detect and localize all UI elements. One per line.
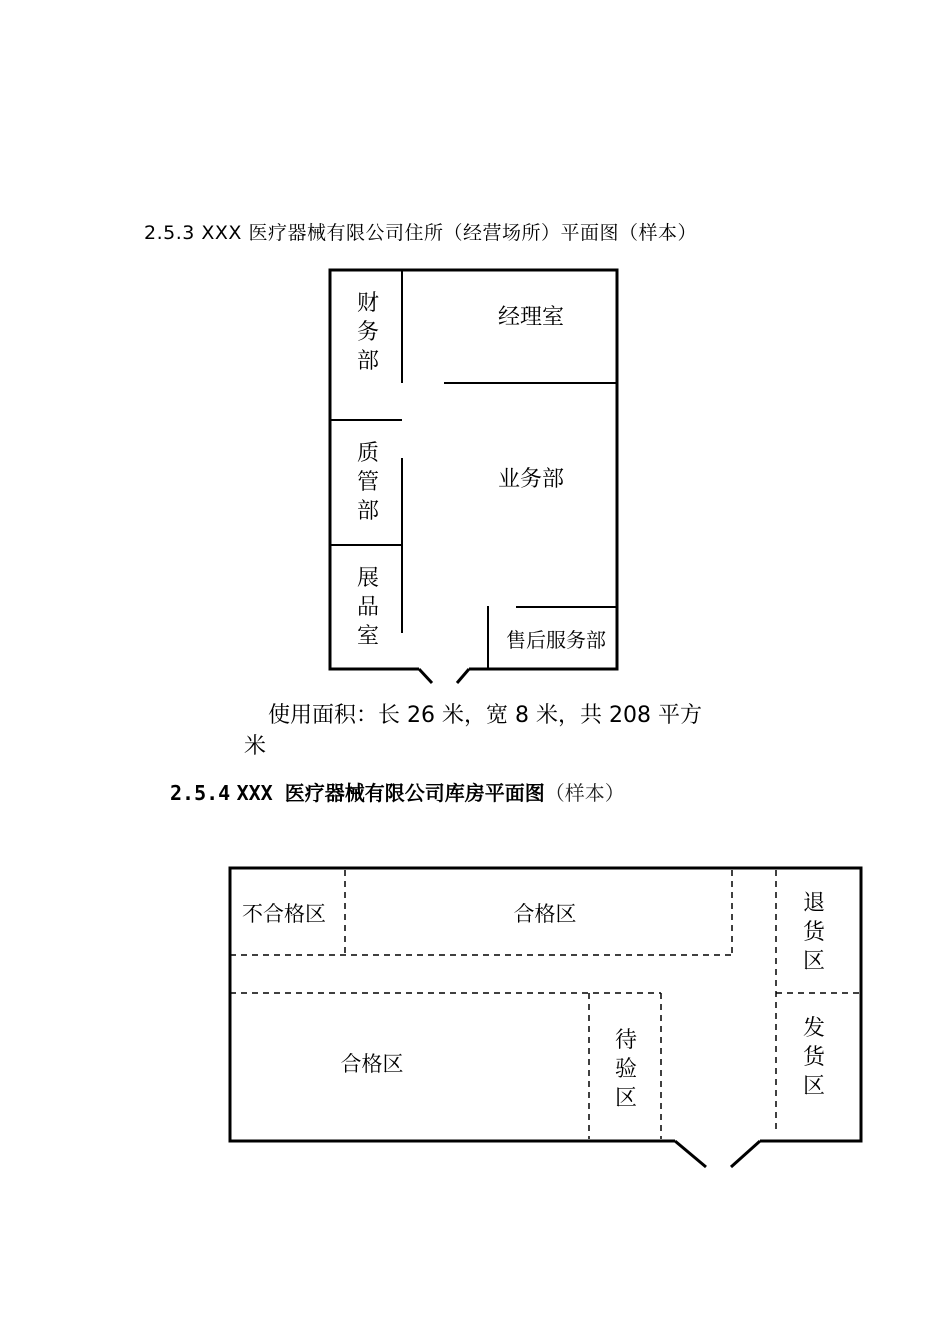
zone-shipping-label: 发货区 <box>802 1016 826 1099</box>
warehouse-heading-number: 2.5.4 <box>170 781 231 805</box>
warehouse-heading-title: XXX 医疗器械有限公司库房平面图 <box>236 781 545 805</box>
room-business-label: 业务部 <box>497 467 565 492</box>
warehouse-door-right <box>731 1141 760 1167</box>
office-door-right <box>457 669 469 683</box>
room-finance-label: 财务部 <box>356 291 380 374</box>
room-quality-label: 质管部 <box>356 441 380 524</box>
room-showroom-label: 展品室 <box>356 566 380 649</box>
zone-unqualified-label: 不合格区 <box>242 902 326 926</box>
zone-return-label: 退货区 <box>802 891 826 974</box>
office-plan-heading: 2.5.3 XXX 医疗器械有限公司住所（经营场所）平面图（样本） <box>144 222 697 244</box>
zone-qualified-top-label: 合格区 <box>513 902 577 926</box>
room-manager-label: 经理室 <box>497 305 565 330</box>
warehouse-door-left <box>675 1141 706 1167</box>
room-aftersales-label: 售后服务部 <box>506 628 606 652</box>
warehouse-heading-paren: （样本） <box>544 781 625 805</box>
office-door-left <box>419 669 432 683</box>
zone-qualified-bottom-label: 合格区 <box>340 1052 404 1076</box>
warehouse-plan-heading <box>170 777 625 806</box>
office-area-text: 使用面积：长 26 米，宽 8 米，共 208 平方米 <box>244 703 702 759</box>
zone-pending-label: 待验区 <box>614 1028 638 1111</box>
